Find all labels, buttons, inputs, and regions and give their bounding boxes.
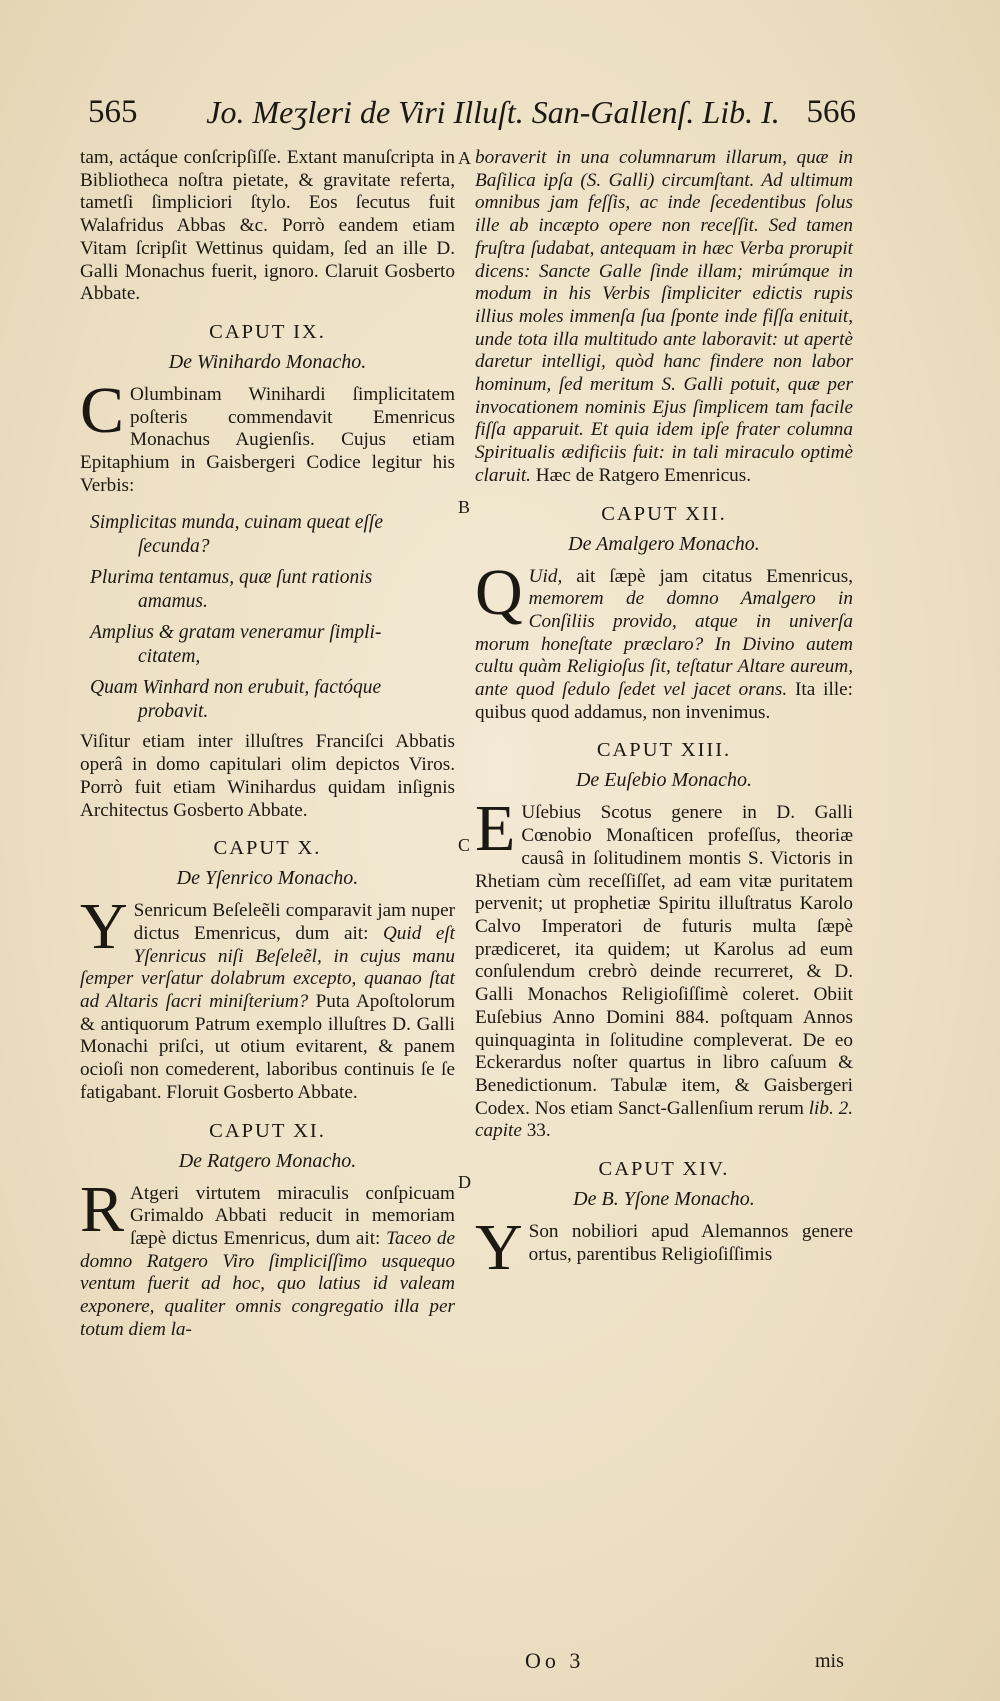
- chapter-x-body: Puta Apoſtolorum & antiquorum Patrum exemplo illuſtres D. Galli Monachi priſci, ut otium evitarent, & panem ocioſi non comederent, laboribus continuis ſe ſe fatigabant. Floruit Gosberto Abbate.: [80, 991, 456, 1103]
- running-title: Jo. Meʒleri de Viri Illuſt. San-Gallenſ. Lib. I.: [206, 94, 780, 130]
- chapter-xiii-body: Uſebius Scotus genere in D. Galli Cœnobio Monaſticen profeſſus, theoriæ causâ in ſolitudinem montis S. Victoris in Rhetiam cùm receſſiſſet, ad eam vitæ puritatem pervenit; ut prophetiæ Spiritu illuſtratus Karolo Calvo Imperatori de futuris multa ſæpè prædiceret, ita quidem; ut Karolus ad eum conſulendum crebrò deinde recurreret, & D. Galli Monachos Religioſiſſimè coleret. Obiit Euſebius Anno Domini 884. poſtquam Annos quinquaginta in ſolitudine compleverat. De eo Eckerardus noſter quartus in libro caſuum & Benedictionum. Tabulæ item, & Gaisbergeri Codex. Nos etiam Sanct-Gallenſium rerum: [475, 802, 853, 1119]
- chapter-xi-quote: Taceo de domno Ratgero Viro ſimpliciſſimo usquequo ventum fuerit ad hoc, quo latius id valeam exponere, qualiter omnis congregatio illa per totum diem la-: [80, 1227, 455, 1340]
- paragraph-intro: tam, actáque conſcripſiſſe. Extant manuſcripta in Bibliotheca noſtra pietate, & gravitate referta, tametſi ſimpliciori ſtylo. Eos ſecutus fuit Walafridus Abbas &c. Porrò eandem etiam Vitam ſcripſit Wettinus quidam, ſed an ille D. Galli Monachus fuerit, ignoro. Claruit Gosberto Abbate.: [80, 147, 455, 305]
- drop-capital: E: [475, 792, 516, 866]
- running-head: [88, 92, 856, 142]
- chapter-xii-intro: ait ſæpè jam citatus Emenricus,: [576, 565, 854, 587]
- chapter-heading-ix: CAPUT IX.: [209, 320, 326, 343]
- drop-capital: C: [80, 373, 125, 447]
- chapter-ix-text: [80, 373, 455, 498]
- chapter-subtitle-xii: De Amalgero Monacho.: [568, 532, 760, 555]
- chapter-xi-intro: Atgeri virtutem miraculis conſpicuam Grimaldo Abbati reducit in memoriam ſæpè dictus Emenricus, dum ait:: [130, 1182, 455, 1249]
- chapter-subtitle-xiii: De Euſebio Monacho.: [575, 769, 753, 792]
- chapter-xii-opening: Uid,: [528, 565, 563, 587]
- chapter-x-intro: Senricum Beſeleẽli comparavit jam nuper dictus Emenricus, dum ait:: [133, 900, 455, 944]
- verse-line: citatem,: [138, 645, 201, 667]
- paragraph-winihard: Viſitur etiam inter illuſtres Franciſci Abbatis operâ in domo capitulari olim depictos Viros. Porrò fuit etiam Winihardus quidam inſignis Architectus Gosberto Abbate.: [80, 731, 455, 821]
- signature-mark: Oo 3: [525, 1648, 585, 1673]
- chapter-ix-body: Olumbinam Winihardi ſimplicitatem poſteris commendavit Emenricus Monachus Augienſis. Cujus etiam Epitaphium in Gaisbergeri Codice legitur his Verbis:: [80, 383, 455, 496]
- margin-letter-b: B: [458, 497, 471, 517]
- chapter-xi-continued: [475, 147, 853, 488]
- chapter-x-text: [80, 890, 456, 1104]
- right-column: [475, 147, 854, 1285]
- left-column: [80, 147, 455, 1342]
- chapter-heading-x: CAPUT X.: [213, 837, 322, 860]
- chapter-subtitle-xiv: De B. Yſone Monacho.: [573, 1188, 755, 1211]
- chapter-subtitle-ix: De Winihardo Monacho.: [168, 350, 367, 373]
- chapter-subtitle-xi: De Ratgero Monacho.: [178, 1149, 357, 1172]
- chapter-xiii-reference: lib. 2. capite: [475, 1097, 853, 1142]
- chapter-xiii-end: 33.: [526, 1120, 551, 1142]
- chapter-subtitle-x: De Yſenrico Monacho.: [176, 867, 359, 890]
- chapter-xii-text: [475, 555, 854, 725]
- catchword: mis: [815, 1650, 844, 1672]
- drop-capital: Y: [475, 1211, 523, 1285]
- chapter-xiii-text: [475, 792, 853, 1143]
- drop-capital: R: [80, 1172, 125, 1246]
- chapter-heading-xiv: CAPUT XIV.: [598, 1158, 730, 1181]
- chapter-xii-quote: memorem de domno Amalgero in Conſiliis provido, atque in univerſa morum honeſtate præclaro? In Divino autem cultu quàm Religioſus ſit, teſtatur Altare aureum, ante quod ſedulo ſedet vel jacet orans.: [475, 588, 853, 701]
- margin-letter-a: A: [458, 148, 471, 168]
- verse-line: Plurima tentamus, quæ ſunt rationis: [90, 567, 373, 589]
- verse-line: Amplius & gratam veneramur ſimpli-: [90, 622, 382, 644]
- page-number-left: 565: [88, 94, 138, 130]
- drop-capital: Y: [80, 890, 128, 964]
- verse-line: ſecunda?: [138, 535, 210, 557]
- epitaph-verse: [90, 511, 455, 723]
- verse-line: Simplicitas munda, cuinam queat eſſe: [90, 512, 383, 534]
- chapter-xii-closing: Ita ille: quibus quod addamus, non invenimus.: [475, 679, 854, 723]
- chapter-heading-xi: CAPUT XI.: [209, 1119, 326, 1142]
- chapter-xi-text: [80, 1172, 455, 1342]
- ratgero-quote: boraverit in una columnarum illarum, quæ in Baſilica ipſa (S. Galli) circumſtant. Ad ultimum omnibus jam feſſis, ac inde ſecedentibus ſolus ille ab incæpto opere non receſſit. Sed tamen fruſtra ſudabat, antequam in hæc Verba prorupit dicens: Sancte Galle ſinde illam; mirúmque in modum in his Verbis ſimpliciter edictis rupis illius moles immenſa ſua ſponte inde fiſſa enituit, unde tota illa multitudo ante laboravit: ut apertè daretur intelligi, quòd hanc findere non labor hominum, ſed meritum S. Galli potuit, quæ per invocationem nominis Ejus ſimplicem tam facile fiſſa apparuit. Et quia idem ipſe frater columna Spiritualis ædificiis fuit: in tali miraculo optimè claruit.: [475, 147, 853, 486]
- chapter-xiv-body: Son nobiliori apud Alemannos genere ortus, parentibus Religioſiſſimis: [528, 1221, 853, 1265]
- verse-line: amamus.: [138, 590, 208, 612]
- chapter-xiv-text: [475, 1211, 853, 1285]
- margin-letter-c: C: [458, 835, 471, 855]
- drop-capital: Q: [475, 555, 523, 629]
- chapter-x-quote: Quid eſt Yſenricus niſi Beſeleẽl, in cujus manu ſemper verſatur dolabrum excepto, quanao ſtat ad Altaris ſacri miniſterium?: [80, 922, 455, 1013]
- ratgero-closing: Hæc de Ratgero Emenricus.: [535, 464, 752, 486]
- chapter-heading-xii: CAPUT XII.: [601, 502, 727, 525]
- chapter-heading-xiii: CAPUT XIII.: [596, 739, 732, 762]
- margin-letter-d: D: [458, 1172, 471, 1192]
- verse-line: Quam Winhard non erubuit, factóque: [90, 677, 382, 699]
- page-number-right: 566: [806, 94, 856, 130]
- verse-line: probavit.: [138, 700, 209, 722]
